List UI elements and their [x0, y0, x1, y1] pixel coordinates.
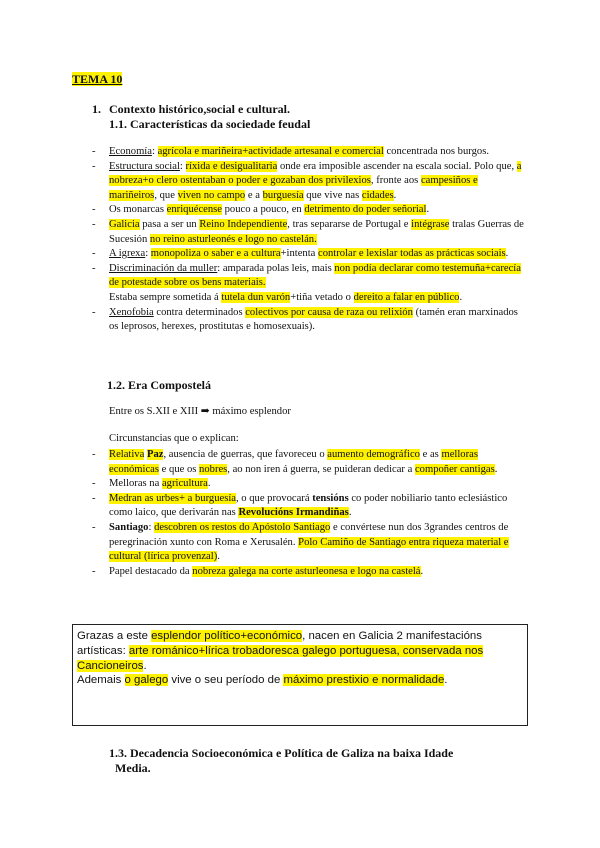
text: .	[217, 551, 220, 563]
list-item-xenofobia	[92, 306, 527, 335]
section-1-3-title-line2: Media.	[115, 761, 151, 775]
text: , ao non iren á guerra, se puideran dedicar a	[227, 463, 413, 475]
text: concentrada nos burgos.	[386, 146, 489, 157]
highlight: Polo Camiño de Santiago entra riqueza material e cultural (lírica provenzal)	[109, 536, 509, 563]
text: +tiña vetado o	[290, 291, 351, 303]
highlight: dereito a falar en público	[353, 291, 460, 303]
text: +intenta	[280, 248, 316, 260]
list-item-medran	[92, 492, 527, 521]
highlight-bold: Paz	[146, 449, 164, 460]
list-item-galicia	[92, 218, 527, 247]
feudal-society-list	[92, 145, 527, 335]
highlight: agrícola e mariñeira+actividade artesanal e comercial	[157, 146, 384, 157]
text: Ademais	[77, 674, 122, 687]
section-1-number: 1.	[92, 102, 101, 116]
highlight: arte románico+lírica trobadoresca galego portuguesa, conservada nos Cancioneiros	[77, 644, 484, 672]
text: , que	[154, 189, 175, 201]
text: (tamén eran marxinados os leprosos, herexes, prostitutas e homosexuais).	[109, 306, 518, 333]
highlight: nobreza galega na corte asturleonesa e logo na castelá	[192, 565, 421, 577]
text: Entre os S.XII e XIII	[109, 406, 199, 417]
text: pouco a pouco, en	[224, 204, 302, 216]
text: :	[148, 521, 152, 533]
section-1-heading	[92, 102, 290, 117]
text: contra determinados	[156, 306, 243, 318]
document-title	[72, 72, 122, 87]
section-1-3-title-line1: 1.3. Decadencia Socioeconómica e Política de Galiza na baixa Idade	[109, 746, 454, 760]
list-item-discriminacion	[92, 262, 527, 306]
highlight: detrimento do poder señorial	[304, 204, 427, 216]
highlight: viven no campo	[177, 189, 246, 201]
list-item-relativa-paz	[92, 448, 527, 477]
text: , o que provocará	[235, 492, 310, 504]
highlight: compoñer cantigas	[414, 463, 495, 475]
highlight: non podía declarar como testemuña+carecía de potestade sobre os bens materiais.	[109, 262, 521, 289]
list-item-monarcas	[92, 203, 527, 218]
text: , nacen en Galicia 2 manifestacións artísticas:	[77, 630, 482, 657]
highlight: nobres	[199, 463, 228, 475]
text: , fronte aos	[370, 175, 419, 187]
text: .	[459, 291, 463, 303]
highlight: a nobreza+o clero ostentaban o poder e gozaban dos privilexios	[109, 160, 522, 187]
highlight: Relativa	[109, 449, 145, 460]
text: .	[207, 478, 211, 490]
highlight: Medran as urbes+ a burguesía	[109, 492, 236, 504]
highlight: cidades	[361, 189, 394, 201]
text: tralas Guerras de Sucesión	[109, 218, 524, 245]
section-1-1-heading: 1.1. Características da sociedade feudal	[109, 117, 311, 131]
highlight: burguesía	[262, 189, 304, 201]
text: :	[179, 160, 183, 172]
list-item-santiago	[92, 521, 527, 565]
list-item-economia	[92, 145, 527, 160]
text: :	[151, 146, 155, 157]
highlight: descobren os restos do Apóstolo Santiago	[154, 521, 331, 533]
text: e a	[247, 189, 260, 201]
igrexa-label: A igrexa	[109, 248, 146, 260]
era-circumstances-list	[92, 448, 527, 579]
text: Papel destacado da	[109, 565, 190, 577]
highlight: campesiños e mariñeiros	[109, 175, 478, 201]
list-item-melloras	[92, 477, 527, 492]
text: Os monarcas	[109, 204, 165, 216]
estructura-label: Estructura social	[109, 160, 180, 172]
highlight: controlar e lexislar todas as prácticas sociais	[318, 248, 506, 260]
list-item-igrexa	[92, 247, 527, 262]
highlight: Galicia	[109, 218, 140, 230]
text: Estaba sempre sometida á	[109, 291, 219, 303]
text: : amparada polas leis, mais	[217, 262, 332, 274]
circumstances-intro: Circunstancias que o explican:	[109, 433, 239, 444]
text: .	[444, 674, 448, 687]
text: .	[494, 463, 498, 475]
highlight-bold: Revolucións Irmandiñas	[238, 507, 349, 519]
text: onde era imposible ascender na escala social. Polo que,	[279, 160, 515, 172]
highlight: ríxida e desigualitaria	[185, 160, 278, 172]
economia-label: Economía	[109, 146, 152, 157]
tema-heading: TEMA 10	[72, 72, 123, 86]
text: Melloras na	[109, 478, 160, 490]
highlight: Reino Independiente	[199, 218, 288, 230]
text: .	[393, 189, 397, 201]
text: e as	[422, 449, 439, 460]
text: que vive nas	[306, 189, 360, 201]
arrow-icon: ➡	[200, 406, 210, 417]
text: Grazas a este	[77, 630, 148, 642]
summary-box	[72, 624, 528, 726]
highlight: no reino asturleonés e logo no castelán.	[149, 233, 317, 245]
highlight: aumento demográfico	[327, 449, 420, 460]
xenofobia-label: Xenofobia	[109, 306, 154, 318]
text: vive o seu período de	[171, 674, 281, 687]
highlight: monopoliza o saber e a cultura	[150, 248, 281, 260]
highlight: o galego	[124, 674, 169, 687]
bold-text: tensións	[312, 492, 349, 504]
highlight: colectivos por causa de raza ou relixión	[245, 306, 413, 318]
text: e que os	[161, 463, 197, 475]
text: .	[143, 659, 147, 672]
text: e convértese nun dos 3grandes centros de peregrinación xunto con Roma e Xerusalén.	[109, 521, 509, 548]
highlight: esplendor político+económico	[151, 630, 303, 642]
section-1-3-heading	[109, 746, 529, 776]
text: .	[348, 507, 352, 519]
section-1-2-heading: 1.2. Era Compostelá	[107, 378, 211, 392]
text: .	[505, 248, 509, 260]
text: .	[426, 204, 430, 216]
text: co poder nobiliario tanto eclesiástico como laico, que derivarán nas	[109, 492, 508, 519]
santiago-label: Santiago	[109, 521, 149, 533]
list-item-estructura	[92, 160, 527, 204]
text: , tras separarse de Portugal e	[287, 218, 409, 230]
text: , ausencia de guerras, que favoreceu o	[163, 449, 325, 460]
highlight: melloras económicas	[109, 449, 478, 475]
discriminacion-label: Discriminación da muller	[109, 262, 218, 274]
era-intro	[109, 405, 291, 417]
text: máximo esplendor	[212, 406, 291, 417]
highlight: enriquécense	[166, 204, 222, 216]
section-1-title: Contexto histórico,social e cultural.	[109, 102, 290, 116]
highlight: máximo prestixio e normalidade	[283, 674, 445, 687]
list-item-papel	[92, 565, 527, 580]
highlight: intégrase	[411, 218, 450, 230]
highlight: agricultura	[161, 478, 208, 490]
text: :	[145, 248, 149, 260]
highlight: tutela dun varón	[221, 291, 291, 303]
text: .	[420, 565, 424, 577]
text: pasa a ser un	[142, 218, 197, 230]
